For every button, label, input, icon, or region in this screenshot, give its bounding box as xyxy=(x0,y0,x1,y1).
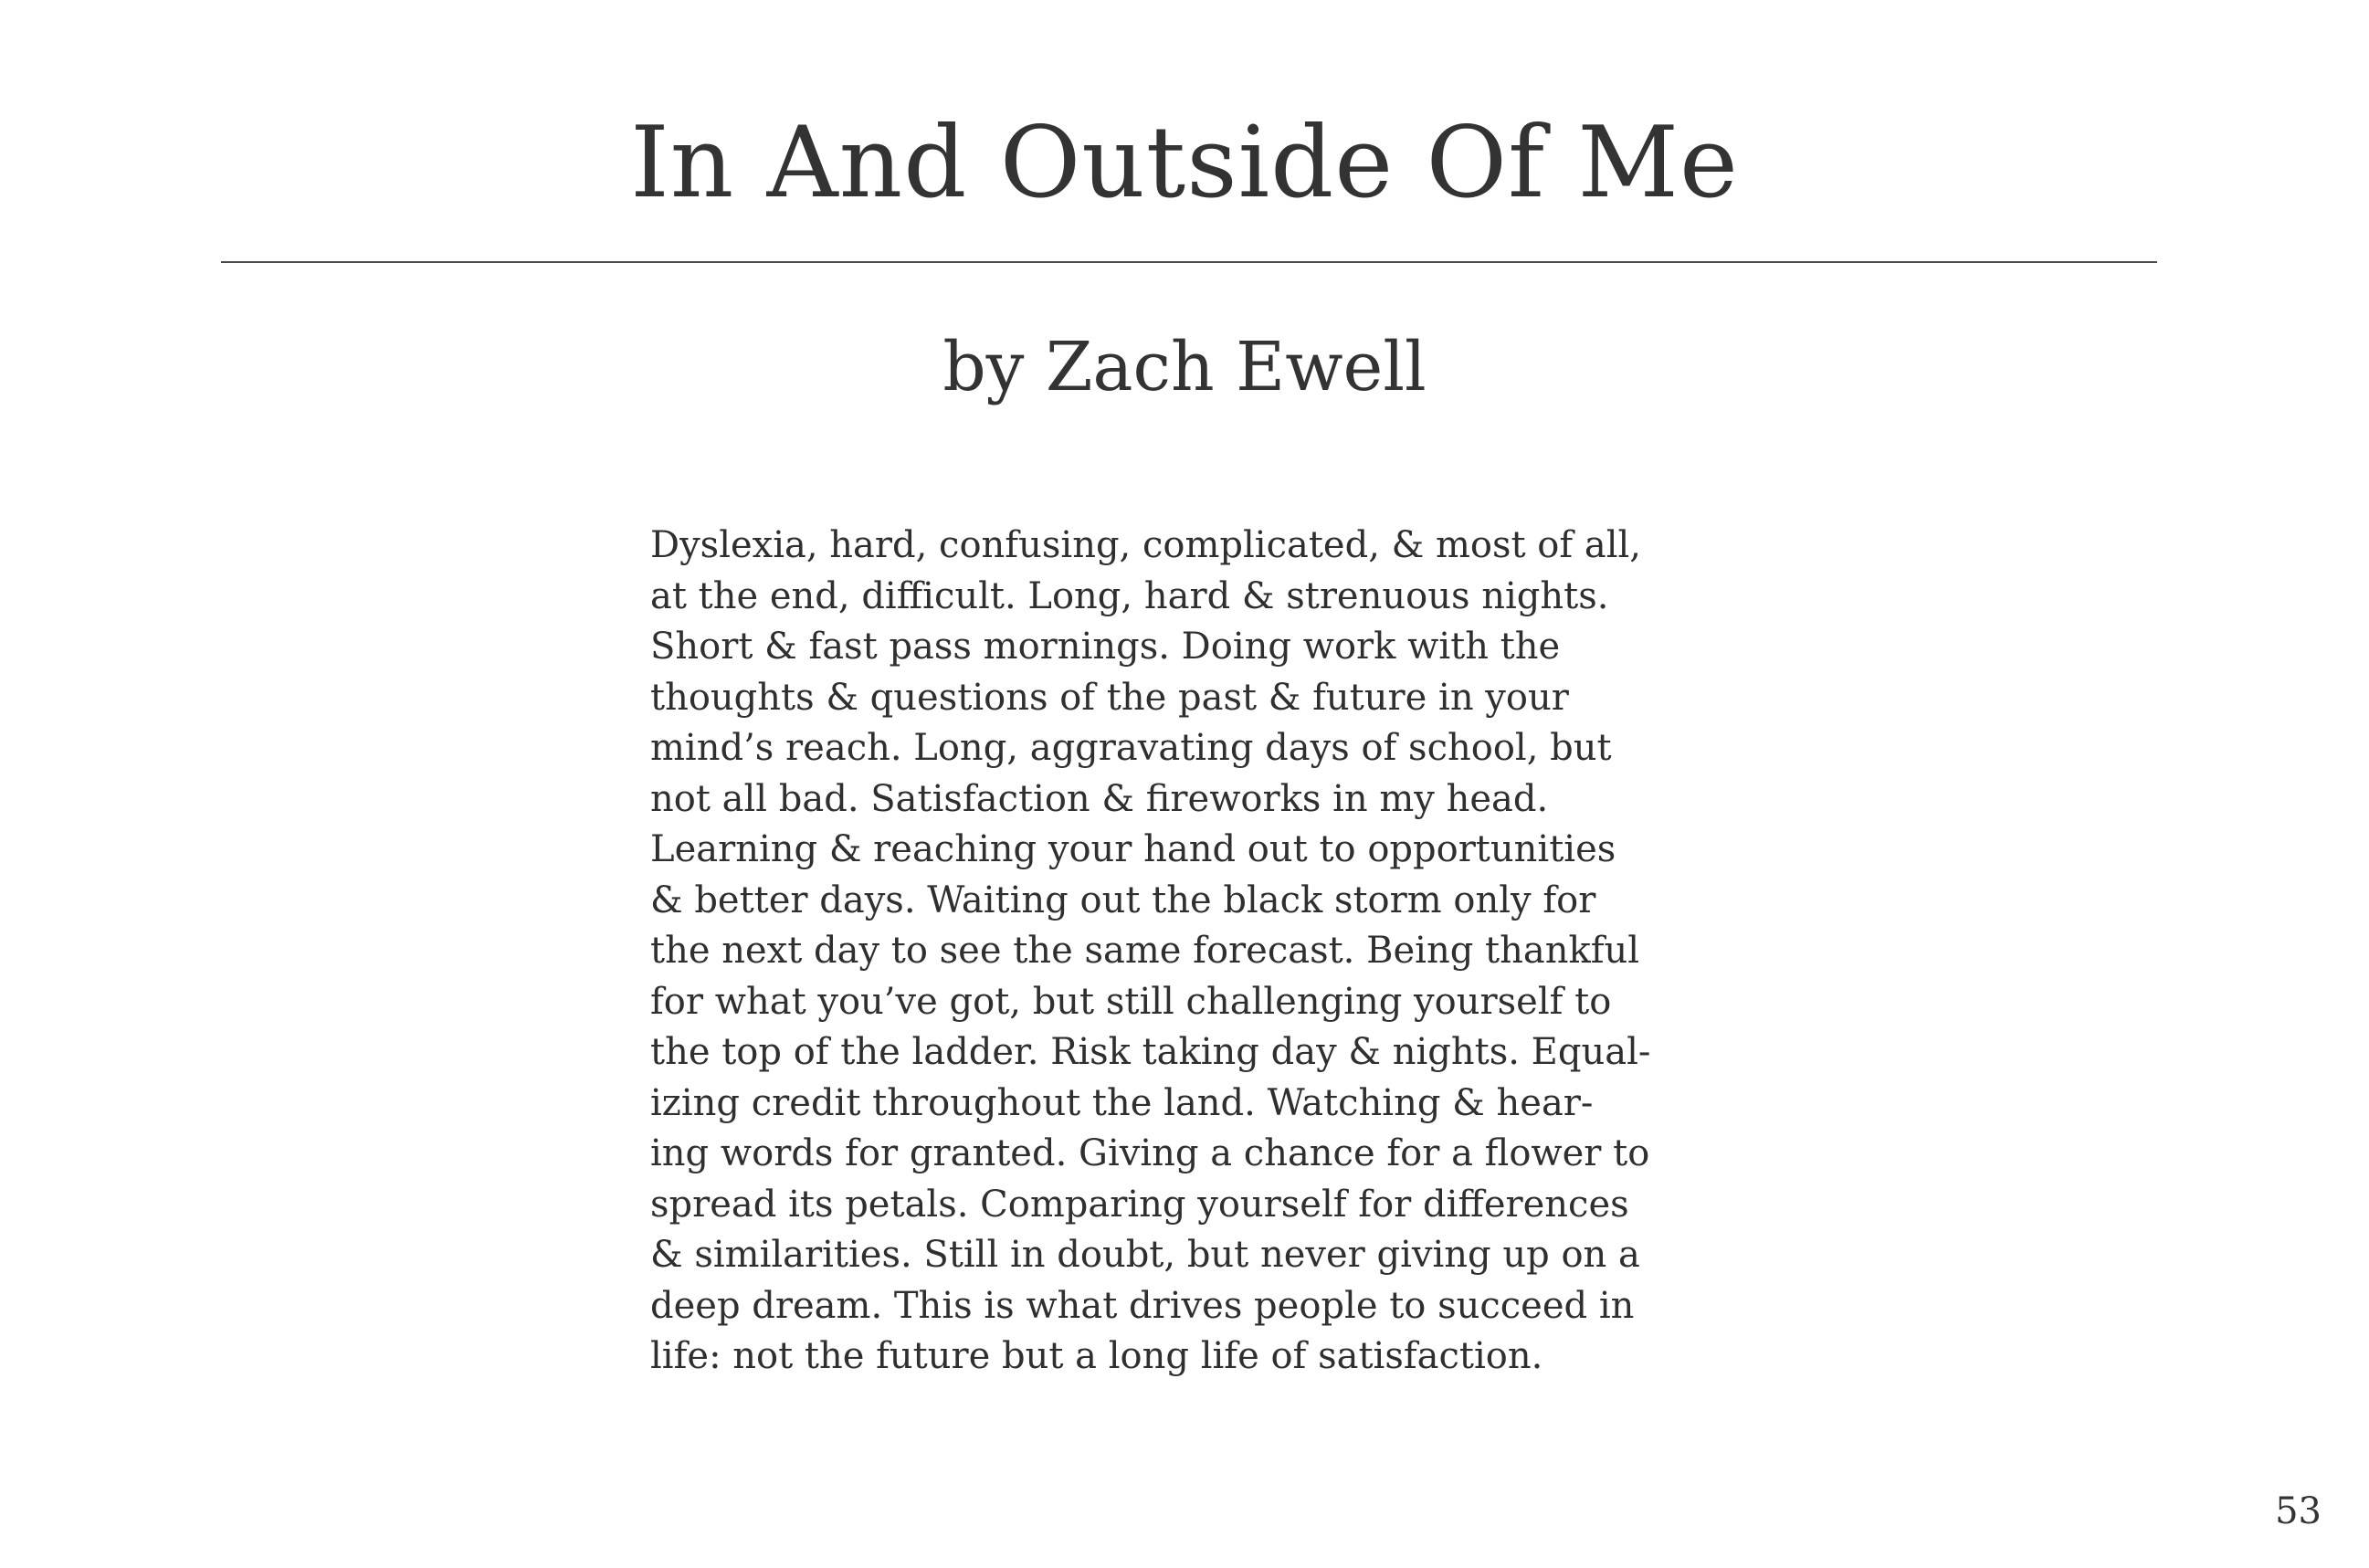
poem-line: the next day to see the same forecast. Being thankful xyxy=(650,930,1640,972)
poem-line: izing credit throughout the land. Watching & hear- xyxy=(650,1081,1594,1124)
poem-line: at the end, difficult. Long, hard & strenuous nights. xyxy=(650,574,1609,617)
author-byline: by Zach Ewell xyxy=(942,328,1427,406)
poem-line: ing words for granted. Giving a chance for a flower to xyxy=(650,1132,1650,1174)
poem-title: In And Outside Of Me xyxy=(630,106,1739,220)
poem-line: for what you’ve got, but still challenging yourself to xyxy=(650,980,1612,1023)
poem-line: Short & fast pass mornings. Doing work with the xyxy=(650,626,1561,668)
poem-line: mind’s reach. Long, aggravating days of school, but xyxy=(650,727,1612,769)
title-divider xyxy=(221,261,2157,263)
poem-line: & better days. Waiting out the black storm only for xyxy=(650,879,1596,921)
poem-body xyxy=(650,521,1651,1383)
poem-line: deep dream. This is what drives people to succeed in xyxy=(650,1284,1635,1327)
poem-line: Dyslexia, hard, confusing, complicated, & most of all, xyxy=(650,524,1642,566)
poem-line: the top of the ladder. Risk taking day & nights. Equal- xyxy=(650,1031,1651,1073)
page-number: 53 xyxy=(2275,1490,2322,1532)
poem-line: life: not the future but a long life of satisfaction. xyxy=(650,1335,1543,1377)
poem-line: spread its petals. Comparing yourself for differences xyxy=(650,1183,1629,1226)
poem-line: thoughts & questions of the past & future in your xyxy=(650,676,1569,719)
poem-line: Learning & reaching your hand out to opportunities xyxy=(650,828,1616,870)
poem-line: & similarities. Still in doubt, but never giving up on a xyxy=(650,1234,1640,1276)
poem-line: not all bad. Satisfaction & fireworks in my head. xyxy=(650,777,1549,820)
